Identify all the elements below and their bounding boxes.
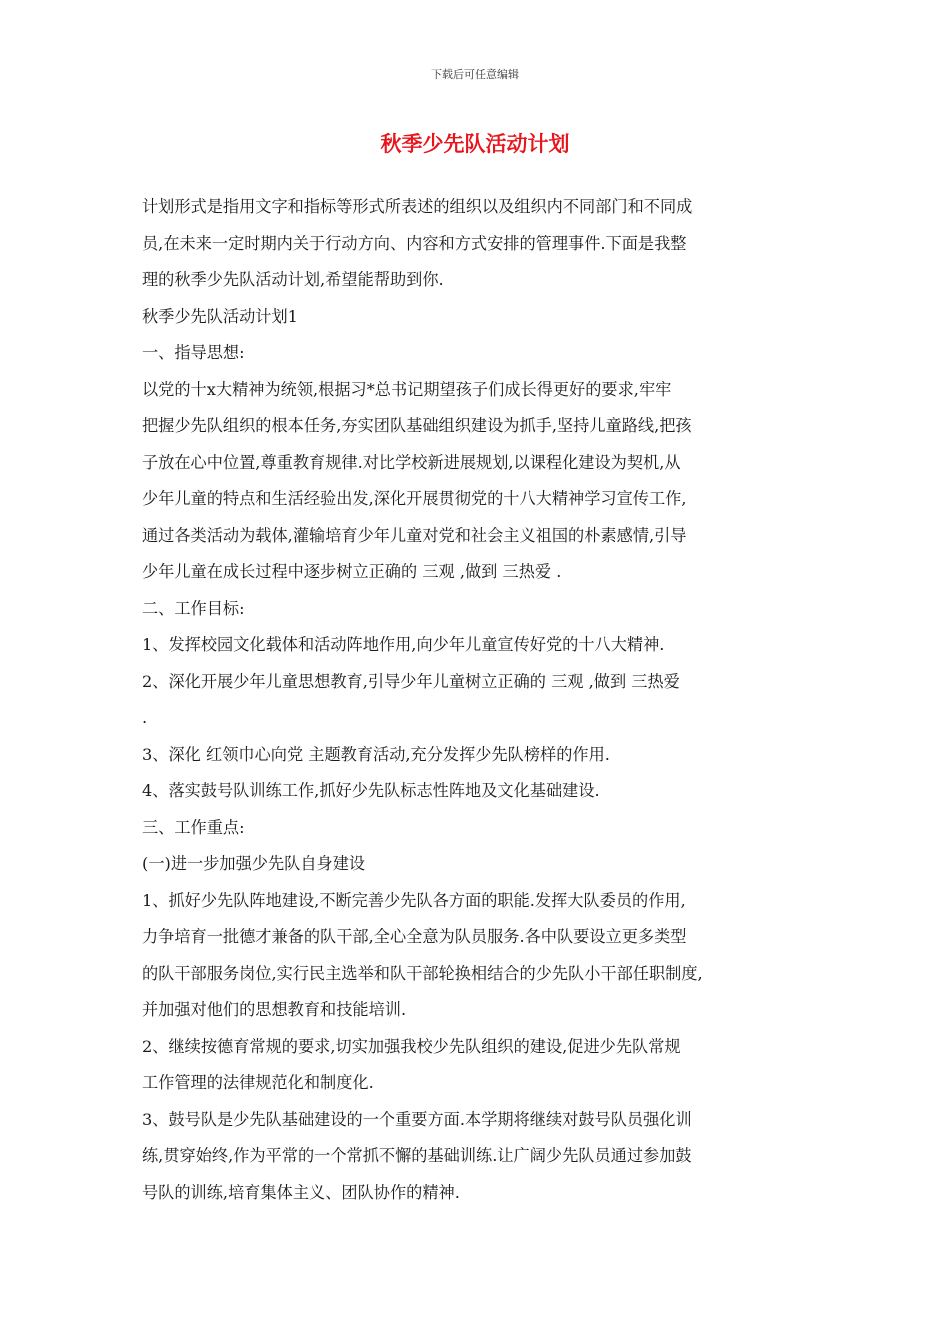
text-line: 通过各类活动为载体,灌输培育少年儿童对党和社会主义祖国的朴素感情,引导 bbox=[142, 525, 687, 545]
text-line: . bbox=[142, 708, 148, 727]
text-line: 以党的十x大精神为统领,根据习*总书记期望孩子们成长得更好的要求,牢牢 bbox=[142, 379, 672, 399]
text-line: 1、抓好少先队阵地建设,不断完善少先队各方面的职能.发挥大队委员的作用, bbox=[142, 890, 686, 910]
text-line: 少年儿童的特点和生活经验出发,深化开展贯彻党的十八大精神学习宣传工作, bbox=[142, 489, 687, 508]
subsection-heading: (一)进一步加强少先队自身建设 bbox=[142, 854, 366, 873]
text-line: 1、发挥校园文化载体和活动阵地作用,向少年儿童宣传好党的十八大精神. bbox=[142, 635, 665, 654]
text-line: 练,贯穿始终,作为平常的一个常抓不懈的基础训练.让广阔少先队员通过参加鼓 bbox=[142, 1146, 692, 1165]
text-line: 号队的训练,培育集体主义、团队协作的精神. bbox=[142, 1182, 460, 1202]
text-line: 计划形式是指用文字和指标等形式所表述的组织以及组织内不同部门和不同成 bbox=[142, 197, 693, 216]
section-heading: 二、工作目标: bbox=[142, 598, 245, 618]
text-line: 3、深化 红领巾心向党 主题教育活动,充分发挥少先队榜样的作用. bbox=[142, 744, 610, 764]
text-line: 少年儿童在成长过程中逐步树立正确的 三观 ,做到 三热爱 . bbox=[142, 562, 562, 581]
text-line: 工作管理的法律规范化和制度化. bbox=[142, 1073, 374, 1092]
header-note: 下载后可任意编辑 bbox=[431, 68, 519, 81]
text-line: 2、继续按德育常规的要求,切实加强我校少先队组织的建设,促进少先队常规 bbox=[142, 1036, 681, 1056]
text-line: 员,在未来一定时期内关于行动方向、内容和方式安排的管理事件.下面是我整 bbox=[142, 233, 687, 253]
section-heading: 秋季少先队活动计划1 bbox=[142, 306, 298, 326]
body-text bbox=[142, 189, 814, 1211]
text-line: 的队干部服务岗位,实行民主选举和队干部轮换相结合的少先队小干部任职制度, bbox=[142, 963, 703, 983]
text-line: 理的秋季少先队活动计划,希望能帮助到你. bbox=[142, 270, 444, 289]
text-line: 并加强对他们的思想教育和技能培训. bbox=[142, 1000, 407, 1019]
document-title: 秋季少先队活动计划 bbox=[380, 132, 570, 156]
text-line: 2、深化开展少年儿童思想教育,引导少年儿童树立正确的 三观 ,做到 三热爱 bbox=[142, 671, 680, 691]
text-line: 力争培育一批德才兼备的队干部,全心全意为队员服务.各中队要设立更多类型 bbox=[142, 927, 687, 946]
text-line: 4、落实鼓号队训练工作,抓好少先队标志性阵地及文化基础建设. bbox=[142, 781, 600, 800]
text-line: 子放在心中位置,尊重教育规律.对比学校新进展规划,以课程化建设为契机,从 bbox=[142, 452, 681, 472]
section-heading: 三、工作重点: bbox=[142, 817, 245, 837]
text-line: 3、鼓号队是少先队基础建设的一个重要方面.本学期将继续对鼓号队员强化训 bbox=[142, 1109, 692, 1129]
section-heading: 一、指导思想: bbox=[142, 343, 245, 362]
text-line: 把握少先队组织的根本任务,夯实团队基础组织建设为抓手,坚持儿童路线,把孩 bbox=[142, 416, 692, 435]
